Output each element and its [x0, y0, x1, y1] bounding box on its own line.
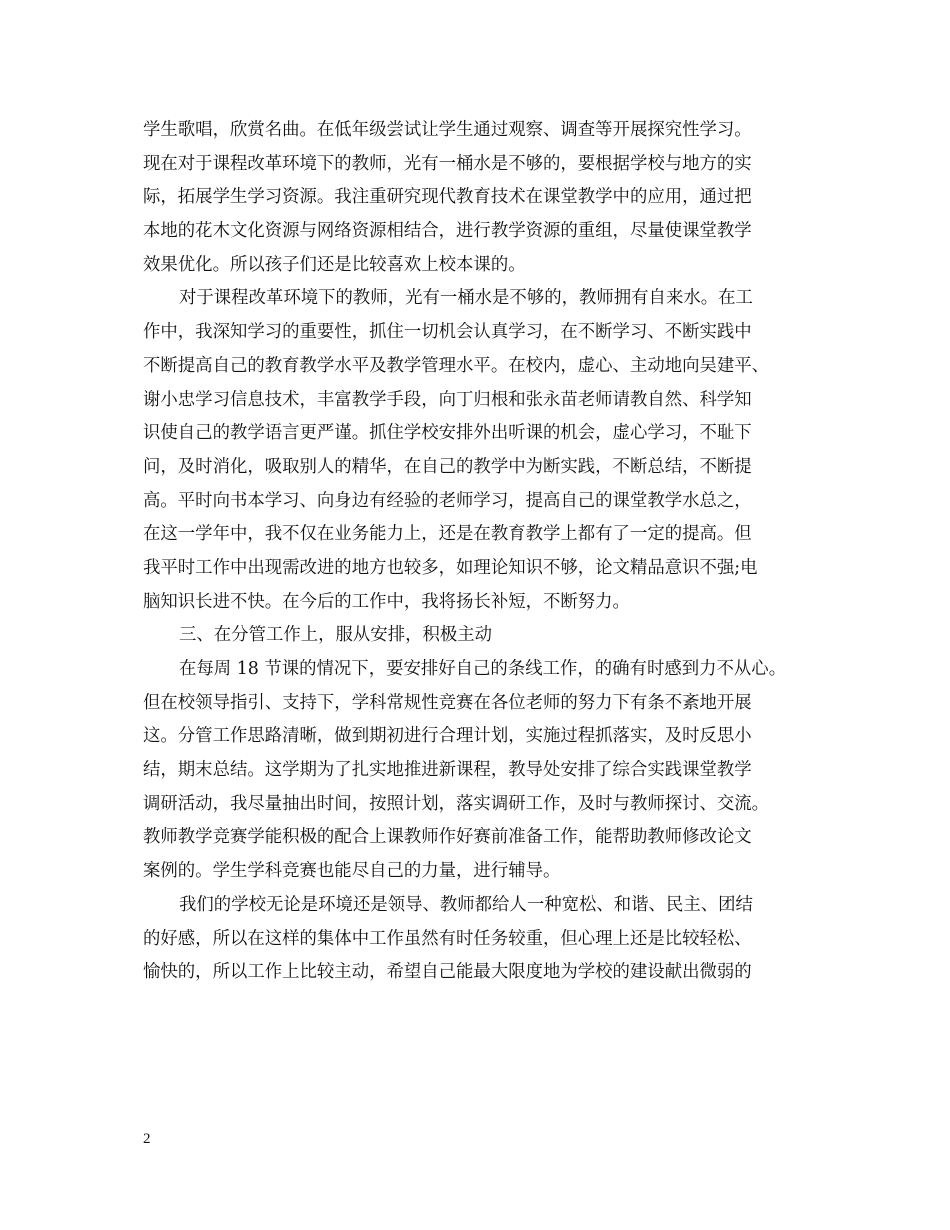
text-line: 案例的。学生学科竞赛也能尽自己的力量，进行辅导。 — [143, 861, 561, 882]
text-line: 三、在分管工作上，服从安排，积极主动 — [179, 625, 493, 646]
text-line: 在这一学年中，我不仅在业务能力上，还是在教育教学上都有了一定的提高。但 — [143, 524, 752, 545]
text-line: 的好感，所以在这样的集体中工作虽然有时任务较重，但心理上还是比较轻松、 — [143, 928, 752, 949]
text-line: 教师教学竞赛学能积极的配合上课教师作好赛前准备工作，能帮助教师修改论文 — [143, 827, 752, 848]
text-line: 效果优化。所以孩子们还是比较喜欢上校本课的。 — [143, 254, 526, 275]
text-line: 问，及时消化，吸取别人的精华，在自己的教学中为断实践，不断总结，不断提 — [143, 456, 752, 477]
text-line: 现在对于课程改革环境下的教师，光有一桶水是不够的，要根据学校与地方的实 — [143, 153, 752, 174]
text-line: 愉快的，所以工作上比较主动，希望自己能最大限度地为学校的建设献出微弱的 — [143, 962, 752, 983]
text-line: 调研活动，我尽量抽出时间，按照计划，落实调研工作，及时与教师探讨、交流。 — [143, 793, 770, 814]
text-line: 在每周 18 节课的情况下，要安排好自己的条线工作，的确有时感到力不从心。 — [179, 659, 787, 679]
text-line: 不断提高自己的教育教学水平及教学管理水平。在校内，虚心、主动地向吴建平、 — [143, 355, 770, 376]
text-line: 高。平时向书本学习、向身边有经验的老师学习，提高自己的课堂教学水总之， — [143, 490, 752, 511]
text-line: 对于课程改革环境下的教师，光有一桶水是不够的，教师拥有自来水。在工 — [179, 288, 753, 309]
page-number: 2 — [143, 1131, 151, 1147]
text-line: 这。分管工作思路清晰，做到期初进行合理计划，实施过程抓落实，及时反思小 — [143, 726, 752, 747]
text-line: 识使自己的教学语言更严谨。抓住学校安排外出听课的机会，虚心学习，不耻下 — [143, 423, 752, 444]
text-line: 我们的学校无论是环境还是领导、教师都给人一种宽松、和谐、民主、团结 — [179, 894, 753, 915]
text-line: 际，拓展学生学习资源。我注重研究现代教育技术在课堂教学中的应用，通过把 — [143, 187, 752, 208]
text-line: 但在校领导指引、支持下，学科常规性竞赛在各位老师的努力下有条不紊地开展 — [143, 692, 752, 713]
text-line: 结，期末总结。这学期为了扎实地推进新课程，教导处安排了综合实践课堂教学 — [143, 760, 752, 781]
text-line: 谢小忠学习信息技术，丰富教学手段，向丁归根和张永苗老师请教自然、科学知 — [143, 389, 752, 410]
document-body — [143, 114, 823, 990]
text-line: 脑知识长进不快。在今后的工作中，我将扬长补短，不断努力。 — [143, 591, 630, 612]
text-line: 我平时工作中出现需改进的地方也较多，如理论知识不够，论文精品意识不强;电 — [143, 557, 758, 578]
text-line: 本地的花木文化资源与网络资源相结合，进行教学资源的重组，尽量使课堂教学 — [143, 221, 752, 242]
text-line: 学生歌唱，欣赏名曲。在低年级尝试让学生通过观察、调查等开展探究性学习。 — [143, 120, 752, 140]
text-line: 作中，我深知学习的重要性，抓住一切机会认真学习，在不断学习、不断实践中 — [143, 322, 752, 343]
